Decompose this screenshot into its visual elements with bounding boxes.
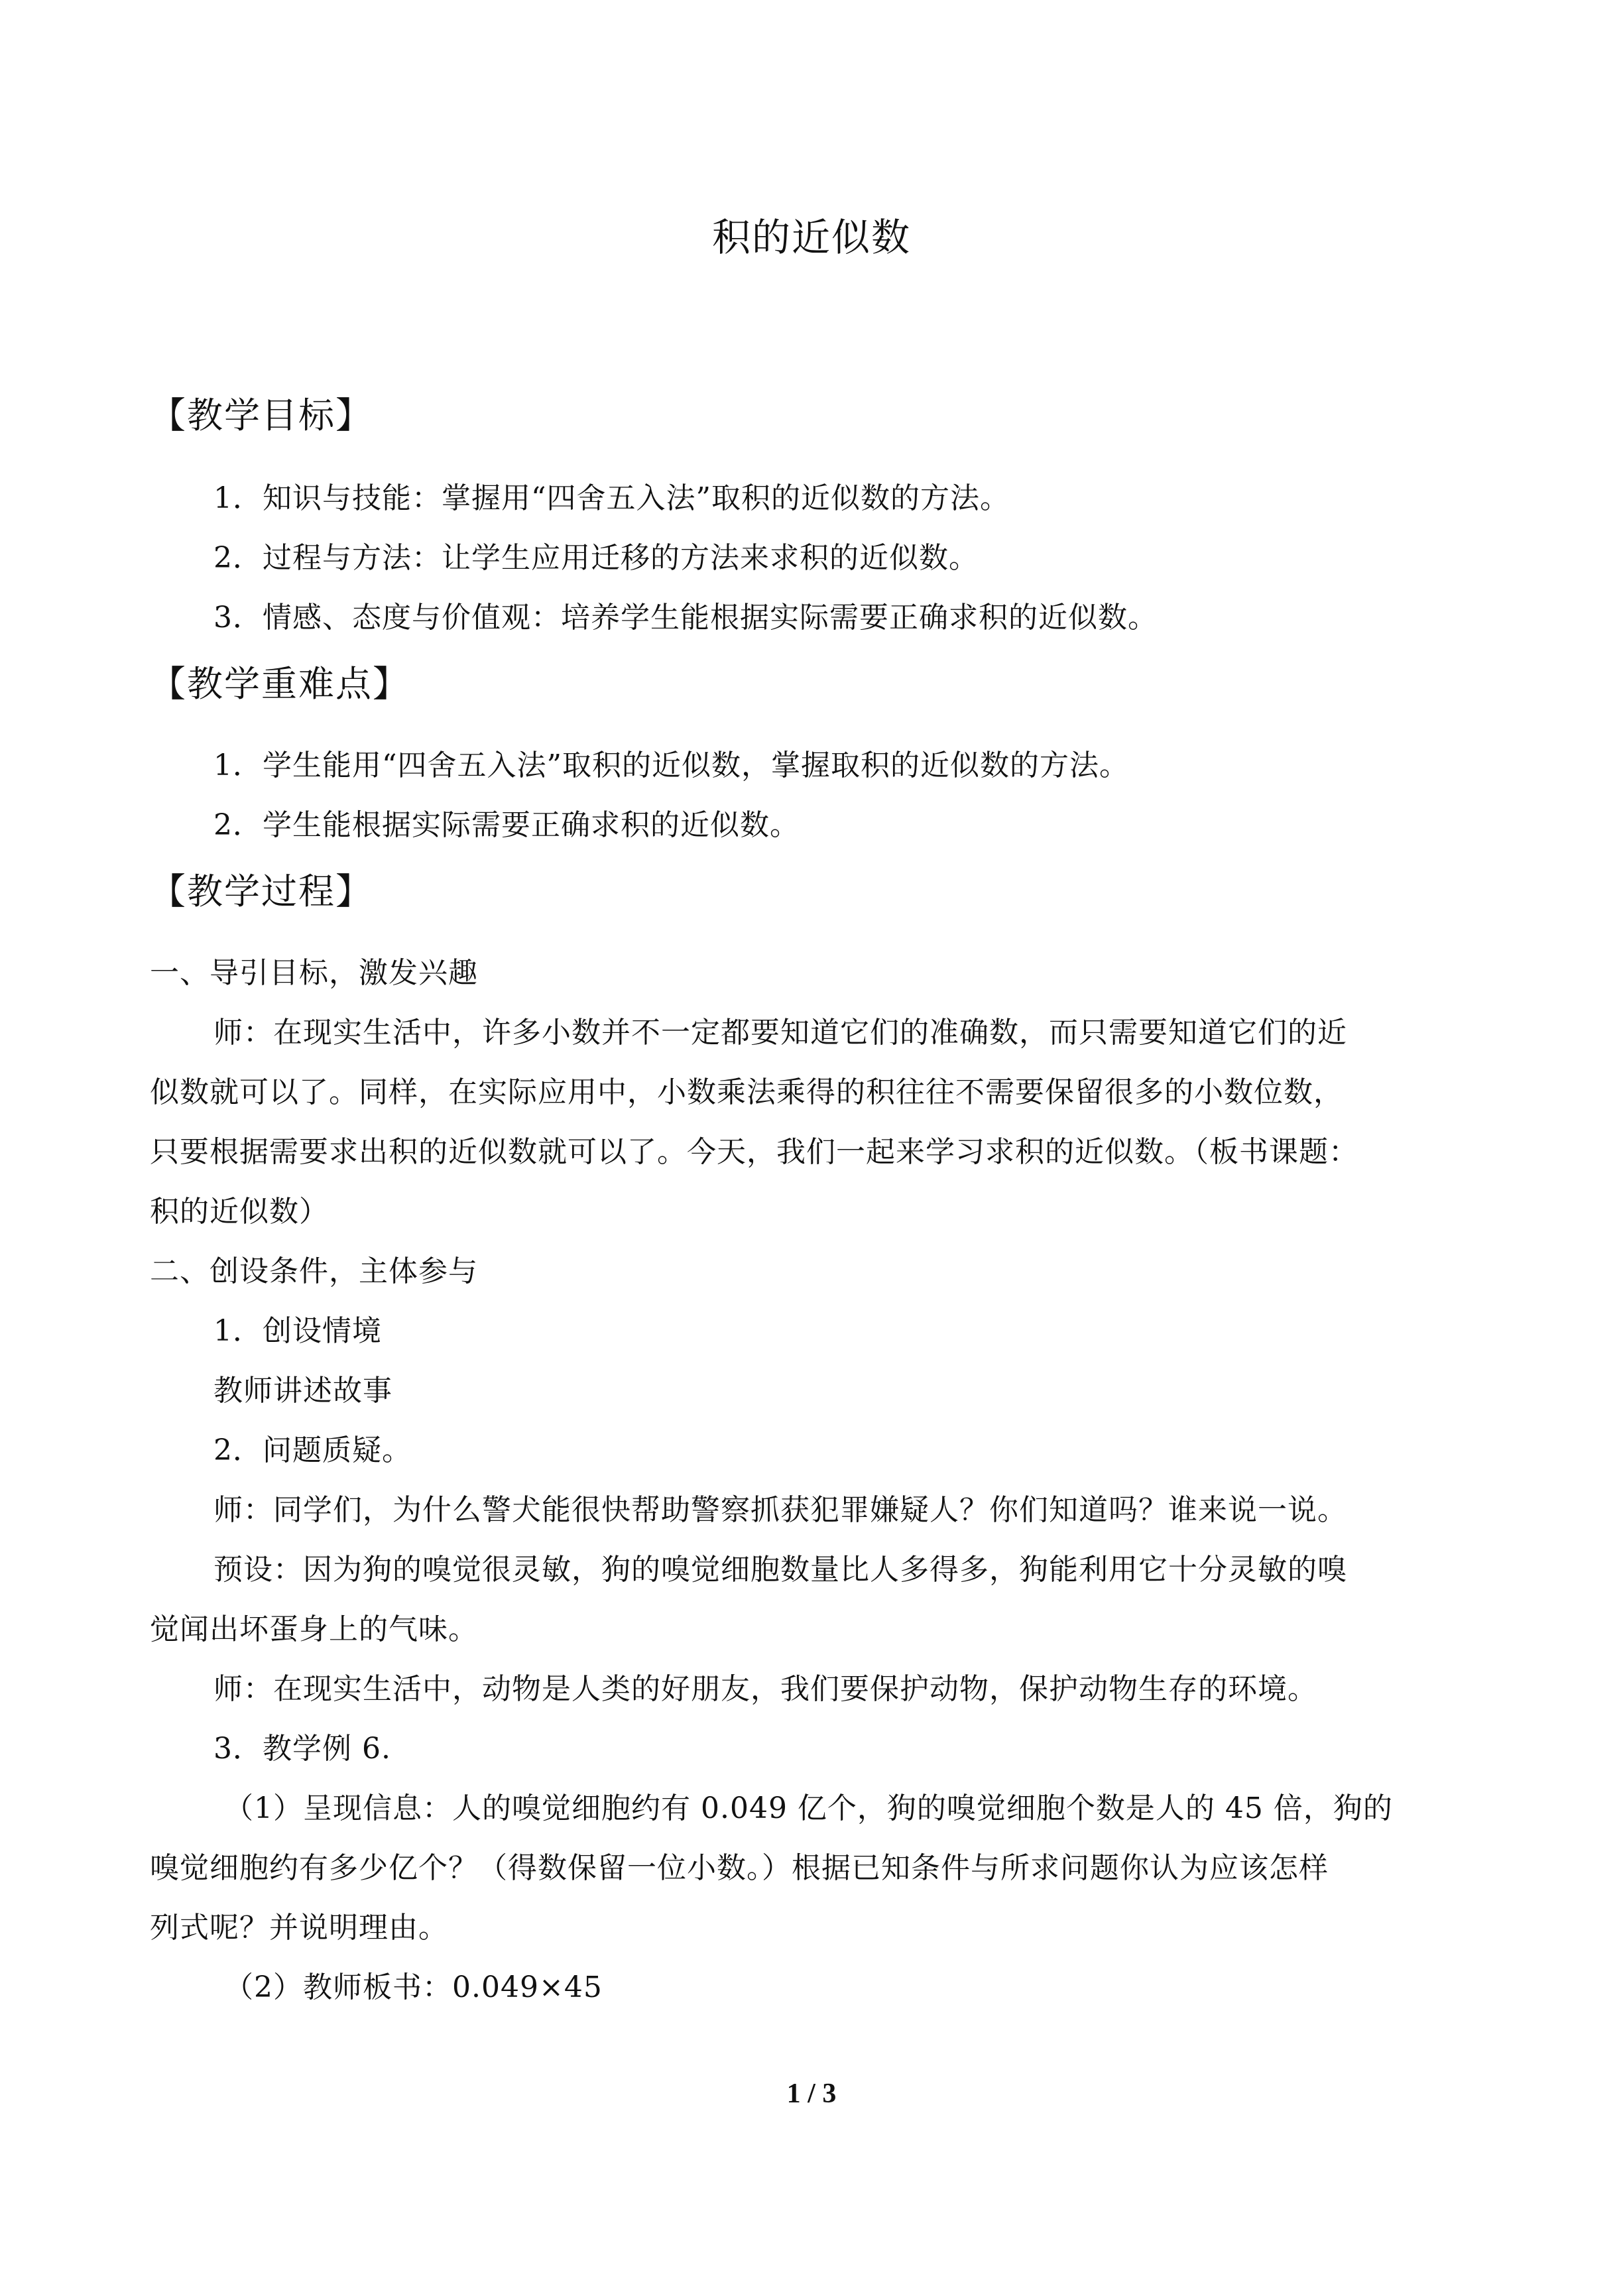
objective-item: 3．情感、态度与价值观：培养学生能根据实际需要正确求积的近似数。 [213, 601, 1158, 634]
section-heading-process: 【教学过程】 [150, 871, 373, 912]
objective-item: 1．知识与技能：掌握用“四舍五入法”取积的近似数的方法。 [213, 481, 1010, 515]
sub-step-text: 嗅觉细胞约有多少亿个？（得数保留一位小数。）根据已知条件与所求问题你认为应该怎样 [150, 1851, 1329, 1885]
page-number: 1 / 3 [786, 2079, 837, 2109]
page-title: 积的近似数 [711, 215, 911, 260]
teacher-question: 师：同学们，为什么警犬能很快帮助警察抓获犯罪嫌疑人？你们知道吗？谁来说一说。 [213, 1493, 1347, 1527]
step-title: 3．教学例 6. [213, 1732, 391, 1766]
key-point-item: 1．学生能用“四舍五入法”取积的近似数，掌握取积的近似数的方法。 [213, 749, 1129, 782]
step-text: 教师讲述故事 [213, 1374, 392, 1408]
paragraph-line: 积的近似数） [150, 1195, 329, 1229]
teacher-note: 师：在现实生活中，动物是人类的好朋友，我们要保护动物，保护动物生存的环境。 [213, 1672, 1317, 1706]
part-title: 二、创设条件，主体参与 [150, 1254, 478, 1288]
paragraph-line: 似数就可以了。同样，在实际应用中，小数乘法乘得的积往往不需要保留很多的小数位数， [150, 1075, 1343, 1109]
key-point-item: 2．学生能根据实际需要正确求积的近似数。 [213, 808, 800, 842]
objective-item: 2．过程与方法：让学生应用迁移的方法来求积的近似数。 [213, 541, 979, 575]
paragraph-line: 师：在现实生活中，许多小数并不一定都要知道它们的准确数，而只需要知道它们的近 [213, 1016, 1347, 1050]
preset-answer: 觉闻出坏蛋身上的气味。 [150, 1612, 478, 1646]
section-heading-objectives: 【教学目标】 [150, 394, 373, 436]
sub-step-text: （1）呈现信息：人的嗅觉细胞约有 0.049 亿个，狗的嗅觉细胞个数是人的 45 倍，狗的 [224, 1791, 1393, 1825]
preset-answer: 预设：因为狗的嗅觉很灵敏，狗的嗅觉细胞数量比人多得多，狗能利用它十分灵敏的嗅 [213, 1553, 1347, 1587]
step-title: 2．问题质疑。 [213, 1433, 412, 1467]
section-heading-key-points: 【教学重难点】 [150, 663, 410, 705]
step-title: 1．创设情境 [213, 1314, 382, 1348]
sub-step-text: 列式呢？并说明理由。 [150, 1911, 448, 1945]
part-title: 一、导引目标，激发兴趣 [150, 956, 478, 990]
sub-step-text: （2）教师板书：0.049×45 [224, 1970, 603, 2004]
paragraph-line: 只要根据需要求出积的近似数就可以了。今天，我们一起来学习求积的近似数。（板书课题： [150, 1135, 1358, 1169]
